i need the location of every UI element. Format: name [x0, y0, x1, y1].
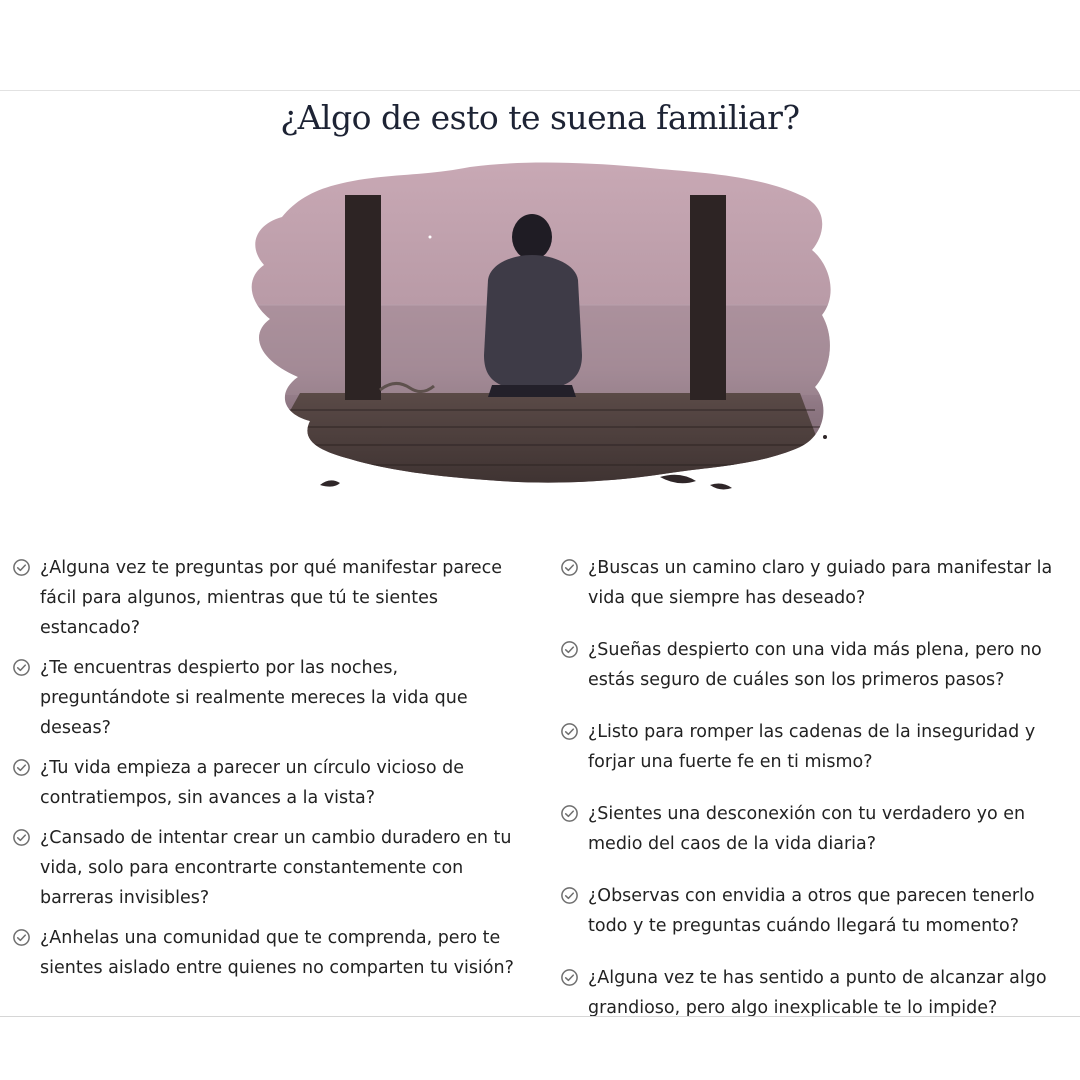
list-item — [12, 553, 532, 643]
check-circle-icon — [560, 640, 579, 659]
question-text: ¿Alguna vez te has sentido a punto de alcanzar algo grandioso, pero algo inexplicable te lo impide? — [588, 968, 1047, 1016]
content-area — [0, 91, 1080, 1016]
section-title: ¿Algo de esto te suena familiar? — [280, 98, 800, 137]
list-item — [12, 753, 532, 813]
question-text: ¿Te encuentras despierto por las noches, preguntándote si realmente mereces la vida que deseas? — [40, 658, 468, 738]
check-circle-icon — [560, 804, 579, 823]
check-circle-icon — [560, 968, 579, 987]
check-circle-icon — [12, 758, 31, 777]
check-circle-icon — [12, 558, 31, 577]
hero-image — [240, 155, 840, 500]
bottom-divider — [0, 1016, 1080, 1017]
list-item — [560, 635, 1070, 695]
question-text: ¿Alguna vez te preguntas por qué manifestar parece fácil para algunos, mientras que tú te sientes estancado? — [40, 558, 503, 638]
question-list-left — [12, 553, 532, 993]
list-item — [12, 653, 532, 743]
check-circle-icon — [560, 886, 579, 905]
check-circle-icon — [560, 558, 579, 577]
list-item — [560, 799, 1070, 859]
question-text: ¿Listo para romper las cadenas de la inseguridad y forjar una fuerte fe en ti mismo? — [588, 722, 1036, 772]
check-circle-icon — [12, 658, 31, 677]
list-item — [12, 923, 532, 983]
question-text: ¿Anhelas una comunidad que te comprenda, pero te sientes aislado entre quienes no comparten tu visión? — [40, 928, 514, 978]
question-text: ¿Cansado de intentar crear un cambio duradero en tu vida, solo para encontrarte constantemente con barreras invisibles? — [40, 828, 512, 908]
list-item — [560, 963, 1070, 1016]
question-text: ¿Buscas un camino claro y guiado para manifestar la vida que siempre has deseado? — [588, 558, 1053, 608]
question-text: ¿Tu vida empieza a parecer un círculo vicioso de contratiempos, sin avances a la vista? — [40, 758, 465, 808]
question-text: ¿Sueñas despierto con una vida más plena, pero no estás seguro de cuáles son los primeros pasos? — [588, 640, 1042, 690]
check-circle-icon — [12, 828, 31, 847]
list-item — [560, 717, 1070, 777]
list-item — [560, 881, 1070, 941]
question-text: ¿Observas con envidia a otros que parecen tenerlo todo y te preguntas cuándo llegará tu momento? — [588, 886, 1035, 936]
check-circle-icon — [12, 928, 31, 947]
question-list-right — [560, 553, 1070, 1016]
list-item — [560, 553, 1070, 613]
question-text: ¿Sientes una desconexión con tu verdadero yo en medio del caos de la vida diaria? — [588, 804, 1026, 854]
list-item — [12, 823, 532, 913]
check-circle-icon — [560, 722, 579, 741]
